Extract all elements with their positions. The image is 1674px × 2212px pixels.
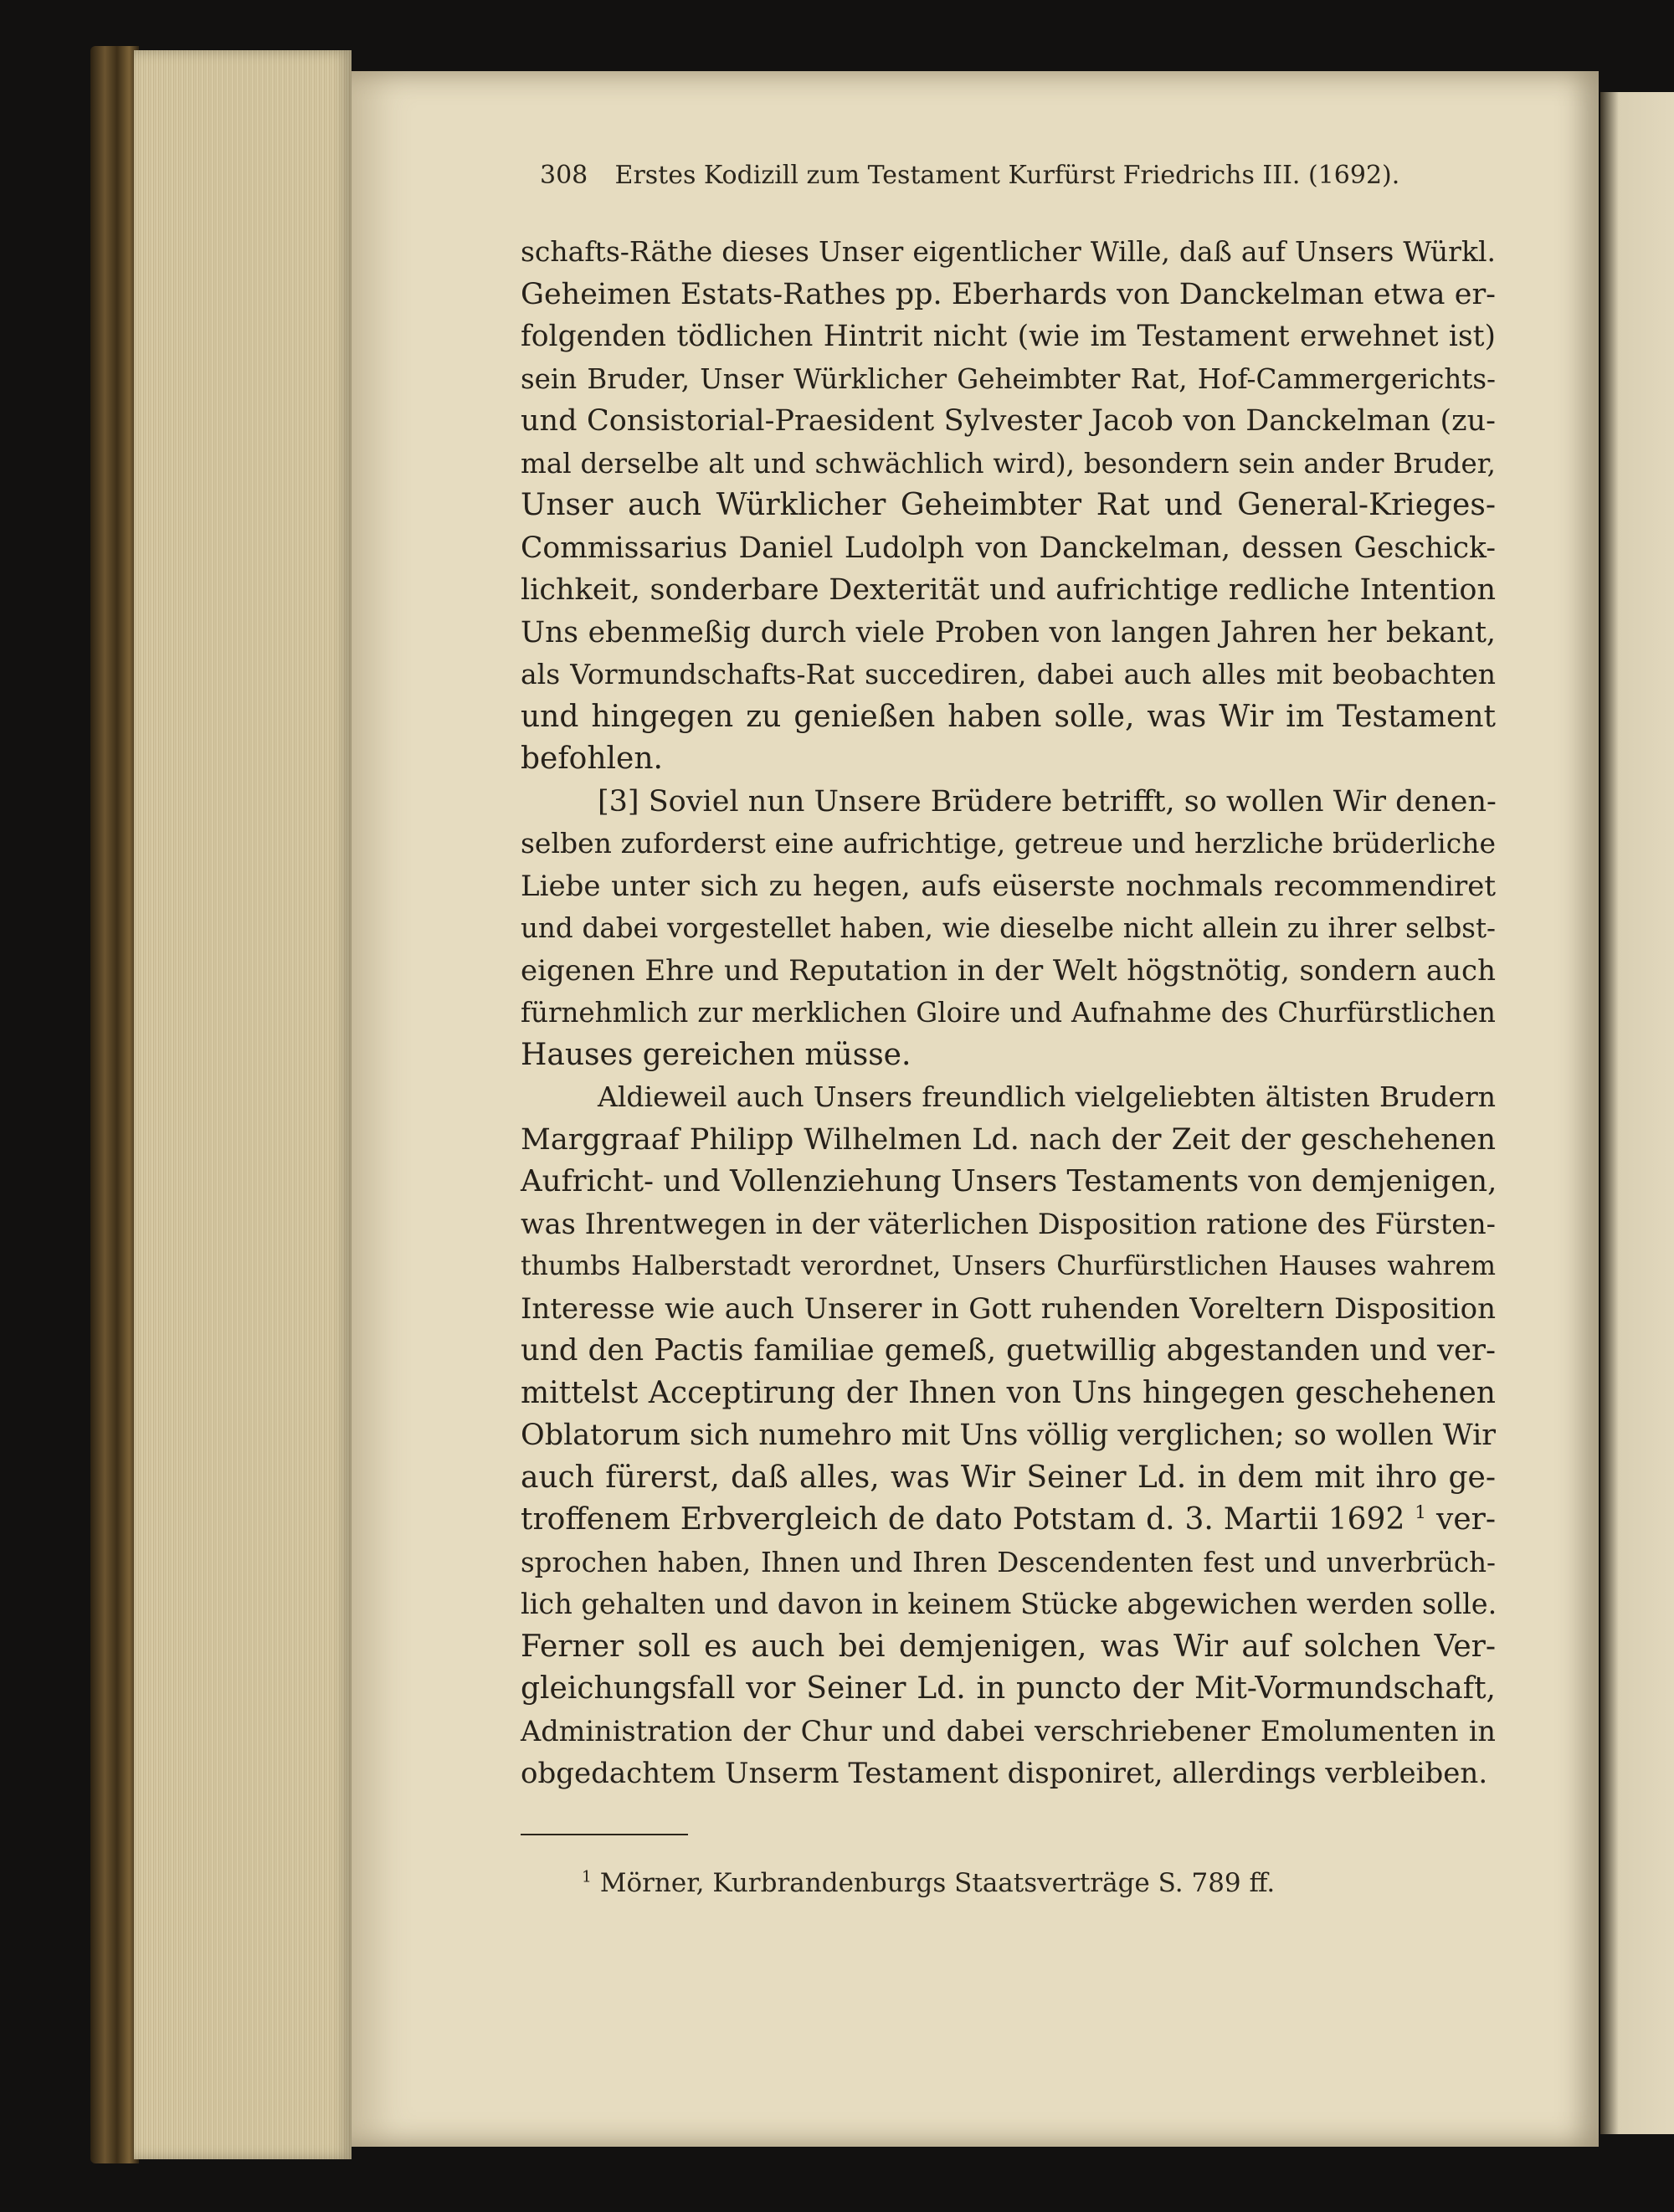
text-line: fürnehmlich zur merklichen Gloire und Aufnahme des Churfürstlichen xyxy=(521,997,1496,1029)
text-line: Uns ebenmeßig durch viele Proben von langen Jahren her bekant, xyxy=(521,615,1496,649)
text-line-main: troffenem Erbvergleich de dato Potstam d. 3. Martii 1692 xyxy=(521,1502,1405,1537)
text-line: und Consistorial-Praesident Sylvester Jacob von Danckelman (zu- xyxy=(521,404,1496,438)
text-line: sein Bruder, Unser Würklicher Geheimbter Rat, Hof-Cammergerichts- xyxy=(521,362,1496,395)
text-line: und dabei vorgestellet haben, wie dieselbe nicht allein zu ihrer selbst- xyxy=(521,912,1496,944)
text-line-tail: ver- xyxy=(1435,1502,1496,1537)
text-line: Liebe unter sich zu hegen, aufs eüserste nochmals recommendiret xyxy=(521,869,1496,903)
text-line: Commissarius Daniel Ludolph von Danckelman, dessen Geschick- xyxy=(521,531,1496,565)
footnote-marker: 1 xyxy=(582,1868,592,1886)
text-line: und den Pactis familiae gemeß, guetwillig abgestanden und ver- xyxy=(521,1333,1496,1368)
text-line: Geheimen Estats-Rathes pp. Eberhards von Danckelman etwa er- xyxy=(521,277,1496,311)
running-header xyxy=(540,161,1477,203)
text-line: Marggraaf Philipp Wilhelmen Ld. nach der Zeit der geschehenen xyxy=(521,1122,1496,1157)
text-line: Hauses gereichen müsse. xyxy=(521,1037,911,1072)
footnote xyxy=(582,1868,1419,1898)
footnote-rule xyxy=(521,1834,688,1835)
book-cover-edge xyxy=(90,46,139,2163)
text-line: befohlen. xyxy=(521,742,663,776)
text-line: sprochen haben, Ihnen und Ihren Descendenten fest und unverbrüch- xyxy=(521,1546,1496,1578)
text-line: gleichungsfall vor Seiner Ld. in puncto der Mit-Vormundschaft, xyxy=(521,1671,1496,1706)
paragraph-start: [3] Soviel nun Unsere Brüdere betrifft, so wollen Wir denen- xyxy=(598,784,1497,819)
text-line: und hingegen zu genießen haben solle, was Wir im Testament xyxy=(521,699,1496,734)
text-line: mittelst Acceptirung der Ihnen von Uns hingegen geschehenen xyxy=(521,1375,1496,1410)
page-stack-edges xyxy=(134,50,352,2159)
text-line: folgenden tödlichen Hintrit nicht (wie im Testament erwehnet ist) xyxy=(521,320,1496,353)
text-line: lich gehalten und davon in keinem Stücke abgewichen werden solle. xyxy=(521,1588,1497,1620)
text-line: Interesse wie auch Unserer in Gott ruhenden Voreltern Disposition xyxy=(521,1291,1496,1326)
body-text xyxy=(521,231,1496,1795)
text-line: Ferner soll es auch bei demjenigen, was Wir auf solchen Ver- xyxy=(521,1629,1496,1664)
running-title: Erstes Kodizill zum Testament Kurfürst Friedrichs III. (1692). xyxy=(614,161,1400,190)
footnote-text: Mörner, Kurbrandenburgs Staatsverträge S. 789 ff. xyxy=(599,1868,1276,1898)
text-line: lichkeit, sonderbare Dexterität und aufrichtige redliche Intention xyxy=(521,573,1496,607)
text-line: auch fürerst, daß alles, was Wir Seiner Ld. in dem mit ihro ge- xyxy=(521,1460,1496,1495)
text-line: eigenen Ehre und Reputation in der Welt högstnötig, sondern auch xyxy=(521,953,1496,988)
paragraph-start: Aldieweil auch Unsers freundlich vielgeliebten ältisten Brudern xyxy=(598,1080,1496,1113)
text-line: was Ihrentwegen in der väterlichen Disposition ratione des Fürsten- xyxy=(521,1207,1496,1240)
text-line: thumbs Halberstadt verordnet, Unsers Churfürstlichen Hauses wahrem xyxy=(521,1251,1496,1281)
text-line: selben zuforderst eine aufrichtige, getreue und herzliche brüderliche xyxy=(521,827,1496,860)
text-line: Aufricht- und Vollenziehung Unsers Testaments von demjenigen, xyxy=(521,1164,1497,1198)
text-line: schafts-Räthe dieses Unser eigentlicher Wille, daß auf Unsers Würkl. xyxy=(521,235,1496,268)
facing-page-edge xyxy=(1600,92,1674,2134)
text-line: mal derselbe alt und schwächlich wird), besondern sein ander Bruder, xyxy=(521,447,1496,480)
text-line: Unser auch Würklicher Geheimbter Rat und General-Krieges- xyxy=(521,488,1496,522)
text-line: obgedachtem Unserm Testament disponiret, allerdings verbleiben. xyxy=(521,1757,1488,1790)
text-line: Administration der Chur und dabei verschriebener Emolumenten in xyxy=(521,1714,1496,1748)
text-line-with-footnote xyxy=(521,1499,1496,1542)
text-line: als Vormundschafts-Rat succediren, dabei auch alles mit beobachten xyxy=(521,658,1496,690)
text-line: Oblatorum sich numehro mit Uns völlig verglichen; so wollen Wir xyxy=(521,1419,1496,1452)
page-number: 308 xyxy=(540,161,588,190)
footnote-reference: 1 xyxy=(1415,1502,1427,1523)
